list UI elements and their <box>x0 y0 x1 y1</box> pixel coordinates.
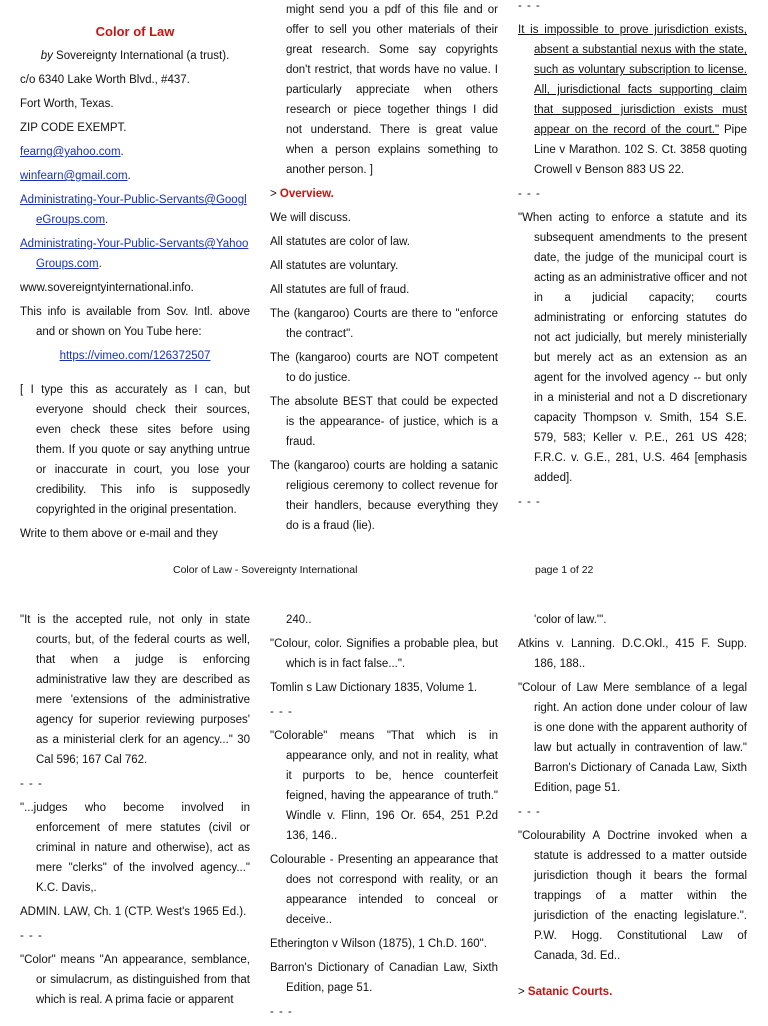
continued-paragraph: might send you a pdf of this file and or offer to sell you other materials of their great research. Some say copyrights don't restrict, that words have no value. I particularly appreciate when others research or piece together things I did not understand. There is great value when a person explains something to another person. ] <box>286 4 498 176</box>
google-group-link[interactable]: Administrating-Your-Public-Servants@GoogleGroups.com <box>20 194 247 226</box>
separator: - - - <box>20 930 43 942</box>
satanic-marker: > <box>518 986 528 998</box>
atkins-citation: Atkins v. Lanning. D.C.Okl., 415 F. Supp. 186, 188.. <box>518 638 747 670</box>
color-definition-quote: "Color" means "An appearance, semblance, or simulacrum, as distinguished from that which is real. A prima facie or apparent <box>20 954 250 1006</box>
overview-item-4: The (kangaroo) Courts are there to "enforce the contract". <box>270 308 498 340</box>
separator: - - - <box>270 706 293 718</box>
video-link[interactable]: https://vimeo.com/126372507 <box>59 350 211 362</box>
overview-item-2: All statutes are voluntary. <box>270 260 399 272</box>
yahoo-group-link[interactable]: Administrating-Your-Public-Servants@YahooGroups.com <box>20 238 249 270</box>
separator: - - - <box>518 0 541 12</box>
video-link-line <box>20 346 250 366</box>
overview-item-1: All statutes are color of law. <box>270 236 410 248</box>
separator: - - - <box>518 188 541 200</box>
page-number: page 1 of 22 <box>535 564 594 576</box>
continued-quote: 'color of law.'". <box>534 614 607 626</box>
satanic-courts-heading <box>518 982 747 1002</box>
email-line-1: fearng@yahoo.com. <box>20 146 124 158</box>
colour-of-law-quote: "Colour of Law Mere semblance of a legal right. An action done under colour of law is one done with the apparent authority of law but actually in contravention of law." Barron's Dictionary of Canada Law, Sixth Edition, page 51. <box>518 682 747 794</box>
jurisdiction-quote-citation: Pipe Line v Marathon. 102 S. Ct. 3858 quoting Crowell v Benson 883 US 22. <box>534 124 747 176</box>
overview-item-6: The absolute BEST that could be expected is the appearance- of justice, which is a fraud. <box>270 396 498 448</box>
availability-text: This info is available from Sov. Intl. above and or shown on You Tube here: <box>20 306 250 338</box>
jurisdiction-quote-underlined: It is impossible to prove jurisdiction exists, absent a substantial nexus with the state, such as voluntary subscription to license. All, jurisdictional facts supporting claim that supposed jurisdiction exists must appear on the record of the court." <box>518 24 747 136</box>
separator: - - - <box>270 1006 293 1018</box>
email-link-2[interactable]: winfearn@gmail.com <box>20 170 128 182</box>
document-title: Color of Law <box>95 24 175 39</box>
website-line: www.sovereigntyinternational.info. <box>20 282 194 294</box>
municipal-court-quote: "When acting to enforce a statute and its subsequent amendments to the present date, the judge of the municipal court is acting as an administrative officer and not in a judicial capacity; courts administrating or enforcing statutes do not act judicially, but merely ministerially but merely act as an extension as an agent for the involved agency -- but only in a ministerial and not a D discretionary capacity Thompson v. Smith, 154 S.E. 579, 583; Keller v. P.E., 261 US 428; F.R.C. v. G.E., 281, U.S. 464 [emphasis added]. <box>518 212 747 484</box>
overview-heading <box>270 184 498 204</box>
satanic-courts-label: Satanic Courts. <box>527 986 613 998</box>
admin-law-citation: ADMIN. LAW, Ch. 1 (CTP. West's 1965 Ed.). <box>20 906 247 918</box>
email-link-1[interactable]: fearng@yahoo.com <box>20 146 121 158</box>
disclaimer-text: [ I type this as accurately as I can, but everyone should check their sources, even check these sites before using them. If you quote or say anything untrue or inaccurate in court, you lose your credibility. This info is supposedly copyrighted in the original presentation. <box>20 384 250 516</box>
page2-column-2 <box>270 610 498 1026</box>
document-page-2 <box>0 600 768 1024</box>
barrons-citation: Barron's Dictionary of Canadian Law, Sixth Edition, page 51. <box>270 962 498 994</box>
colour-plea-quote: "Colour, color. Signifies a probable plea, but which is in fact false...". <box>270 638 498 670</box>
overview-item-5: The (kangaroo) courts are NOT competent to do justice. <box>270 352 498 384</box>
group-line-2: Administrating-Your-Public-Servants@YahooGroups.com. <box>20 238 249 270</box>
overview-item-3: All statutes are full of fraud. <box>270 284 410 296</box>
colorable-definition-quote: "Colorable" means "That which is in appearance only, and not in reality, what it purports to be, hence counterfeit feigned, having the appearance of truth." Windle v. Flinn, 196 Or. 654, 251 P.2d 136, 146.. <box>270 730 498 842</box>
by-prefix: by <box>40 50 53 62</box>
overview-item-7: The (kangaroo) courts are holding a satanic religious ceremony to collect revenue for their handlers, because everything they do is a fraud (lie). <box>270 460 498 532</box>
separator: - - - <box>518 806 541 818</box>
author-line <box>20 46 250 66</box>
discuss-line: We will discuss. <box>270 212 351 224</box>
page2-column-1 <box>20 610 250 1014</box>
tomlin-citation: Tomlin s Law Dictionary 1835, Volume 1. <box>270 682 478 694</box>
page-footer-title: Color of Law - Sovereignty International <box>173 564 358 576</box>
group-line-1: Administrating-Your-Public-Servants@GoogleGroups.com. <box>20 194 247 226</box>
overview-marker: > <box>270 188 280 200</box>
author-name: Sovereignty International (a trust). <box>52 50 230 62</box>
separator: - - - <box>518 496 541 508</box>
spacer <box>518 970 747 982</box>
zip-line: ZIP CODE EXEMPT. <box>20 122 127 134</box>
write-to-them-text: Write to them above or e-mail and they <box>20 528 218 540</box>
accepted-rule-quote: "It is the accepted rule, not only in state courts, but, of the federal courts as well, that when a judge is enforcing administrative law they are described as mere 'extensions of the administrative agency for superior reviewing purposes' as a ministerial clerk for an agency..." 30 Cal 596; 167 Cal 762. <box>20 614 250 766</box>
judges-clerks-quote: "...judges who become involved in enforcement of mere statutes (civil or criminal in nature and otherwise), act as mere "clerks" of the involved agency..." K.C. Davis,. <box>20 802 250 894</box>
colourable-definition: Colourable - Presenting an appearance that does not correspond with reality, or an appearance intended to conceal or deceive.. <box>270 854 498 926</box>
colourability-quote: "Colourability A Doctrine invoked when a statute is addressed to a matter outside jurisdiction though it bears the formal trappings of a matter within the jurisdiction of the enacting legislature.". P.W. Hogg. Constitutional Law of Canada, 3d. Ed.. <box>518 830 747 962</box>
separator: - - - <box>20 778 43 790</box>
page1-column-3 <box>518 0 747 516</box>
overview-label: Overview. <box>279 188 334 200</box>
address-line-1: c/o 6340 Lake Worth Blvd., #437. <box>20 74 190 86</box>
page2-column-3 <box>518 610 747 1006</box>
page1-column-1 <box>20 22 250 548</box>
continued-citation: 240.. <box>286 614 312 626</box>
address-line-2: Fort Worth, Texas. <box>20 98 114 110</box>
spacer <box>20 370 250 380</box>
etherington-citation: Etherington v Wilson (1875), 1 Ch.D. 160". <box>270 938 487 950</box>
jurisdiction-quote <box>518 20 747 180</box>
email-line-2: winfearn@gmail.com. <box>20 170 131 182</box>
page1-column-2 <box>270 4 498 540</box>
